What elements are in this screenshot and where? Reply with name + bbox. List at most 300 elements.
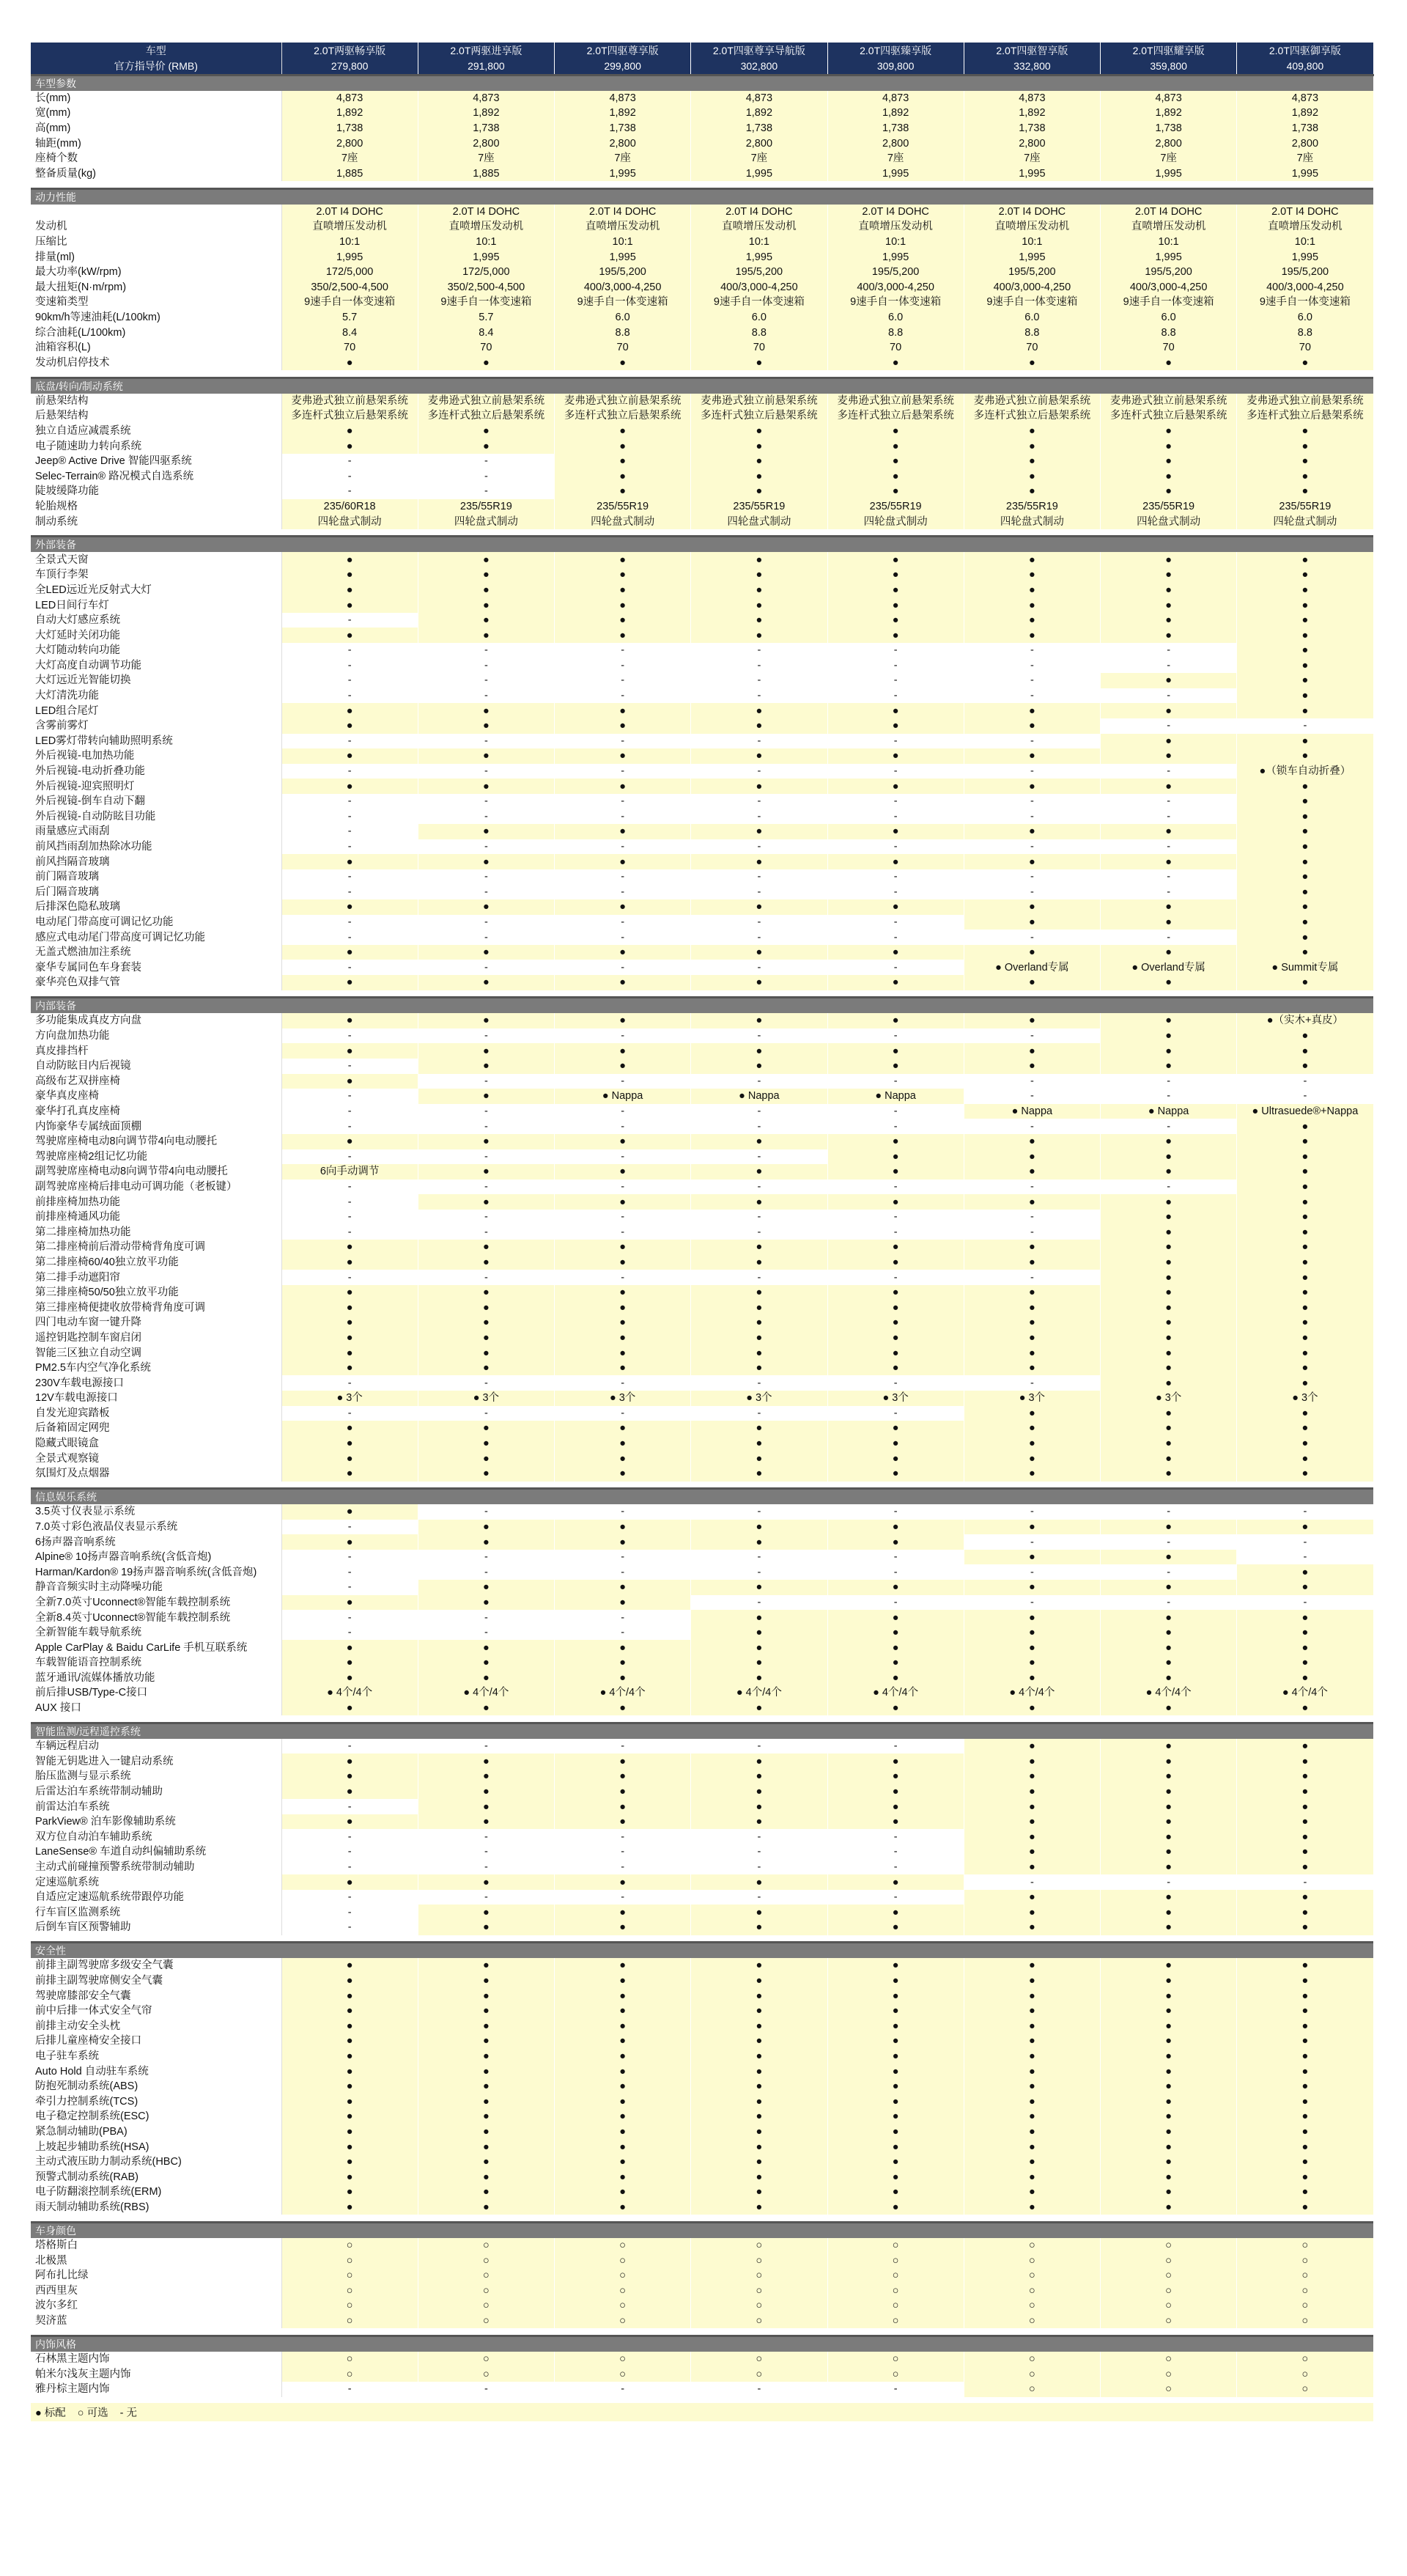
cell-value: - xyxy=(281,1610,418,1625)
table-row xyxy=(31,1504,1373,1520)
table-row xyxy=(31,280,1373,295)
cell-value: ● xyxy=(827,703,964,718)
row-label: 智能三区独立自动空调 xyxy=(31,1345,281,1361)
cell-value: ● xyxy=(1237,1331,1373,1346)
cell-value: 多连杆式独立后悬架系统 xyxy=(1237,408,1373,424)
cell-value: ● xyxy=(827,1988,964,2003)
cell-value: ● xyxy=(281,1240,418,1255)
cell-value: ● xyxy=(555,2094,691,2109)
cell-value: 四轮盘式制动 xyxy=(418,514,554,529)
cell-value: ● xyxy=(1237,628,1373,643)
cell-value: ● xyxy=(1237,1180,1373,1195)
cell-value: ● xyxy=(281,1784,418,1800)
cell-value: ● xyxy=(964,552,1100,567)
cell-value: ● xyxy=(964,1844,1100,1860)
cell-value: ● xyxy=(418,1988,554,2003)
row-label: 全景式天窗 xyxy=(31,552,281,567)
cell-value: 235/60R18 xyxy=(281,499,418,515)
cell-value: 70 xyxy=(1237,340,1373,356)
cell-value: 直喷增压发动机 xyxy=(1101,219,1237,235)
cell-value: ● xyxy=(827,1466,964,1482)
row-label: 后排深色隐私玻璃 xyxy=(31,899,281,915)
cell-value: ● xyxy=(1237,975,1373,990)
table-row xyxy=(31,1028,1373,1044)
table-row xyxy=(31,2154,1373,2170)
cell-value: 麦弗逊式独立前悬架系统 xyxy=(418,394,554,409)
row-label: 整备质量(kg) xyxy=(31,166,281,181)
cell-value: ● xyxy=(1237,1829,1373,1844)
cell-value: ● xyxy=(418,2169,554,2185)
cell-value: 1,892 xyxy=(1237,106,1373,121)
row-label: 定速巡航系统 xyxy=(31,1874,281,1890)
cell-value: - xyxy=(964,1074,1100,1089)
cell-value: - xyxy=(281,688,418,704)
row-label: 大灯清洗功能 xyxy=(31,688,281,704)
cell-value: ● xyxy=(691,1043,827,1059)
cell-value: ● xyxy=(964,1890,1100,1905)
table-row xyxy=(31,469,1373,485)
cell-value: ● 4个/4个 xyxy=(555,1685,691,1701)
cell-value: ● xyxy=(691,1164,827,1180)
cell-value: ● xyxy=(1101,1300,1237,1315)
cell-value: ● xyxy=(1101,1451,1237,1466)
cell-value: ● xyxy=(1237,484,1373,499)
cell-value: ● Nappa xyxy=(555,1089,691,1104)
cell-value: 5.7 xyxy=(281,310,418,325)
section-header xyxy=(31,1943,1373,1959)
cell-value: 多连杆式独立后悬架系统 xyxy=(281,408,418,424)
table-row xyxy=(31,628,1373,643)
table-row xyxy=(31,1331,1373,1346)
cell-value: ● xyxy=(827,1874,964,1890)
cell-value: ● xyxy=(1237,779,1373,794)
cell-value: - xyxy=(691,1224,827,1240)
cell-value: ○ xyxy=(964,2253,1100,2268)
section-title: 信息娱乐系统 xyxy=(31,1489,1373,1505)
cell-value: 7座 xyxy=(964,151,1100,166)
cell-value: ○ xyxy=(691,2268,827,2284)
cell-value: ● xyxy=(691,1534,827,1550)
cell-value: ● xyxy=(1101,1769,1237,1784)
cell-value: 直喷增压发动机 xyxy=(418,219,554,235)
cell-value: - xyxy=(827,1104,964,1119)
row-label: AUX 接口 xyxy=(31,1701,281,1716)
row-label: 雨天制动辅助系统(RBS) xyxy=(31,2200,281,2215)
table-row xyxy=(31,1595,1373,1611)
cell-value: ● xyxy=(1101,2169,1237,2185)
cell-value: 8.8 xyxy=(555,325,691,340)
cell-value: 1,995 xyxy=(1101,166,1237,181)
cell-value: ○ xyxy=(555,2253,691,2268)
cell-value: ● xyxy=(281,1300,418,1315)
cell-value: - xyxy=(1237,1595,1373,1611)
cell-value: 1,995 xyxy=(964,249,1100,265)
cell-value: ● xyxy=(1101,1210,1237,1225)
cell-value: - xyxy=(691,1550,827,1565)
table-row xyxy=(31,265,1373,280)
cell-value: - xyxy=(827,688,964,704)
row-label: 预警式制动系统(RAB) xyxy=(31,2169,281,2185)
cell-value: ● xyxy=(1237,1255,1373,1270)
cell-value: ● xyxy=(964,1610,1100,1625)
table-row xyxy=(31,2003,1373,2019)
cell-value: - xyxy=(691,930,827,945)
table-row xyxy=(31,2238,1373,2253)
cell-value: - xyxy=(555,1074,691,1089)
model-name: 2.0T四驱智享版 xyxy=(964,43,1100,59)
cell-value: ● xyxy=(555,2154,691,2170)
table-row xyxy=(31,1345,1373,1361)
cell-value: ● xyxy=(281,854,418,869)
cell-value: ○ xyxy=(964,2268,1100,2284)
cell-value: ● xyxy=(1237,1134,1373,1149)
cell-value: - xyxy=(1101,1874,1237,1890)
cell-value: ● xyxy=(1101,1625,1237,1641)
cell-value: ○ xyxy=(1101,2238,1237,2253)
cell-value: 多连杆式独立后悬架系统 xyxy=(1101,408,1237,424)
cell-value: ● 3个 xyxy=(964,1391,1100,1406)
cell-value: ● xyxy=(1237,2154,1373,2170)
cell-value: ● xyxy=(1237,1375,1373,1391)
cell-value: ● xyxy=(555,2034,691,2049)
cell-value: ● xyxy=(691,2169,827,2185)
cell-value: ● xyxy=(555,1534,691,1550)
cell-value: ● xyxy=(1101,824,1237,839)
table-row xyxy=(31,2079,1373,2094)
cell-value: 1,738 xyxy=(418,121,554,136)
cell-value: ● xyxy=(555,1331,691,1346)
cell-value: 4,873 xyxy=(691,91,827,106)
cell-value: 10:1 xyxy=(281,235,418,250)
cell-value: ● xyxy=(418,2049,554,2064)
cell-value: ● xyxy=(418,2185,554,2200)
cell-value: ● xyxy=(418,1799,554,1814)
table-row xyxy=(31,235,1373,250)
cell-value: ● xyxy=(1237,2094,1373,2109)
cell-value: ● xyxy=(418,945,554,960)
row-label: 氛围灯及点烟器 xyxy=(31,1466,281,1482)
cell-value: ● xyxy=(555,583,691,598)
cell-value: - xyxy=(281,1844,418,1860)
cell-value: ● xyxy=(281,1640,418,1655)
row-label: LED日间行车灯 xyxy=(31,597,281,613)
table-row xyxy=(31,249,1373,265)
cell-value: - xyxy=(964,1224,1100,1240)
cell-value: 70 xyxy=(1101,340,1237,356)
cell-value: ● xyxy=(1101,2154,1237,2170)
cell-value: ○ xyxy=(691,2283,827,2298)
row-label: 最大扭矩(N·m/rpm) xyxy=(31,280,281,295)
cell-value: 350/2,500-4,500 xyxy=(418,280,554,295)
cell-value: ● xyxy=(691,2200,827,2215)
cell-value: - xyxy=(555,960,691,975)
row-label: 座椅个数 xyxy=(31,151,281,166)
model-price: 359,800 xyxy=(1101,59,1237,75)
cell-value: ● xyxy=(1237,703,1373,718)
row-label: 后雷达泊车系统带制动辅助 xyxy=(31,1784,281,1800)
cell-value: ● xyxy=(1237,1059,1373,1074)
cell-value: ● xyxy=(1101,1829,1237,1844)
cell-value: - xyxy=(691,1829,827,1844)
cell-value: ● xyxy=(555,1753,691,1769)
cell-value: 1,995 xyxy=(555,166,691,181)
cell-value: - xyxy=(1237,1089,1373,1104)
cell-value: ● xyxy=(1101,1905,1237,1920)
cell-value: ● xyxy=(555,1701,691,1716)
cell-value: ● xyxy=(827,854,964,869)
cell-value: ● xyxy=(964,469,1100,485)
table-row xyxy=(31,1739,1373,1754)
cell-value: 四轮盘式制动 xyxy=(555,514,691,529)
cell-value: ● xyxy=(691,1671,827,1686)
cell-value: - xyxy=(418,2382,554,2397)
cell-value: ● xyxy=(418,597,554,613)
cell-value: 2,800 xyxy=(281,136,418,151)
row-label: 全新8.4英寸Uconnect®智能车载控制系统 xyxy=(31,1610,281,1625)
cell-value: 麦弗逊式独立前悬架系统 xyxy=(1237,394,1373,409)
cell-value: ● xyxy=(827,1149,964,1165)
model-name: 2.0T四驱尊享导航版 xyxy=(691,43,827,59)
cell-value: ● xyxy=(827,2003,964,2019)
cell-value: ● xyxy=(1237,885,1373,900)
row-label: 宽(mm) xyxy=(31,106,281,121)
cell-value: ● xyxy=(691,2139,827,2154)
table-row xyxy=(31,295,1373,310)
cell-value: ● xyxy=(418,1013,554,1028)
legend-optional: ○ 可选 xyxy=(77,2407,108,2419)
cell-value: ○ xyxy=(281,2283,418,2298)
cell-value: - xyxy=(418,484,554,499)
cell-value: ● xyxy=(281,779,418,794)
row-label: 上坡起步辅助系统(HSA) xyxy=(31,2139,281,2154)
cell-value: - xyxy=(827,1739,964,1754)
cell-value: ● xyxy=(281,2124,418,2140)
table-row xyxy=(31,1210,1373,1225)
cell-value: - xyxy=(281,673,418,688)
cell-value: ● xyxy=(1237,613,1373,628)
cell-value: - xyxy=(827,1406,964,1421)
table-row xyxy=(31,734,1373,749)
cell-value: - xyxy=(691,658,827,674)
cell-value: ● 3个 xyxy=(555,1391,691,1406)
cell-value: - xyxy=(691,1210,827,1225)
cell-value: - xyxy=(691,1844,827,1860)
cell-value: 1,995 xyxy=(691,166,827,181)
section-header xyxy=(31,1489,1373,1505)
cell-value: - xyxy=(691,885,827,900)
cell-value: 4,873 xyxy=(964,91,1100,106)
cell-value: 400/3,000-4,250 xyxy=(964,280,1100,295)
cell-value: ● xyxy=(281,424,418,439)
cell-value: ● xyxy=(555,2109,691,2124)
spec-body xyxy=(31,75,1373,2397)
cell-value: ● xyxy=(1237,552,1373,567)
row-label: 第二排座椅加热功能 xyxy=(31,1224,281,1240)
cell-value: - xyxy=(691,809,827,825)
cell-value: ● 4个/4个 xyxy=(418,1685,554,1701)
cell-value: ● xyxy=(555,356,691,371)
cell-value: ● xyxy=(827,2079,964,2094)
cell-value: ● xyxy=(1101,1406,1237,1421)
cell-value: ● xyxy=(1237,1905,1373,1920)
cell-value: ○ xyxy=(1237,2253,1373,2268)
cell-value: ● xyxy=(964,1829,1100,1844)
cell-value: ● xyxy=(1237,658,1373,674)
cell-value: ● xyxy=(1237,1466,1373,1482)
cell-value: - xyxy=(827,1550,964,1565)
table-row xyxy=(31,945,1373,960)
cell-value: ● xyxy=(964,779,1100,794)
cell-value: ● xyxy=(691,899,827,915)
cell-value: 1,738 xyxy=(964,121,1100,136)
cell-value: ● xyxy=(827,597,964,613)
table-row xyxy=(31,1860,1373,1875)
cell-value: - xyxy=(418,454,554,469)
cell-value: ● xyxy=(964,2200,1100,2215)
table-row xyxy=(31,1074,1373,1089)
cell-value: ● xyxy=(827,1451,964,1466)
cell-value: - xyxy=(281,1580,418,1595)
cell-value: ● xyxy=(964,899,1100,915)
cell-value: ● xyxy=(1101,1285,1237,1300)
cell-value: ● xyxy=(827,1059,964,1074)
cell-value: 7座 xyxy=(555,151,691,166)
cell-value: ● xyxy=(555,1255,691,1270)
model-name: 2.0T四驱御享版 xyxy=(1237,43,1373,59)
cell-value: ● xyxy=(964,1451,1100,1466)
cell-value: ● xyxy=(1237,1860,1373,1875)
cell-value: ○ xyxy=(555,2314,691,2329)
cell-value: 4,873 xyxy=(555,91,691,106)
cell-value: ● xyxy=(1101,2034,1237,2049)
cell-value: 350/2,500-4,500 xyxy=(281,280,418,295)
cell-value: ● xyxy=(964,1920,1100,1935)
cell-value: - xyxy=(281,469,418,485)
cell-value: ○ xyxy=(964,2352,1100,2367)
cell-value: ● xyxy=(691,1769,827,1784)
section-header xyxy=(31,2222,1373,2238)
cell-value: ● xyxy=(555,2018,691,2034)
cell-value: ● xyxy=(1237,438,1373,454)
cell-value: - xyxy=(827,1210,964,1225)
cell-value: ● xyxy=(691,1421,827,1436)
cell-value: ● xyxy=(827,484,964,499)
row-label: 全LED远近光反射式大灯 xyxy=(31,583,281,598)
cell-value: ● xyxy=(691,484,827,499)
row-label: PM2.5车内空气净化系统 xyxy=(31,1361,281,1376)
cell-value: 2.0T I4 DOHC xyxy=(555,205,691,220)
cell-value: ● xyxy=(691,1753,827,1769)
cell-value: - xyxy=(827,764,964,779)
cell-value: ● xyxy=(281,1043,418,1059)
cell-value: - xyxy=(827,960,964,975)
table-row xyxy=(31,2049,1373,2064)
cell-value: ● 4个/4个 xyxy=(964,1685,1100,1701)
cell-value: ● xyxy=(827,1194,964,1210)
row-label: 遥控钥匙控制车窗启闭 xyxy=(31,1331,281,1346)
cell-value: ● xyxy=(281,1504,418,1520)
table-row xyxy=(31,2366,1373,2382)
row-label: 自发光迎宾踏板 xyxy=(31,1406,281,1421)
cell-value: ● xyxy=(418,2034,554,2049)
row-label: 第三排座椅50/50独立放平功能 xyxy=(31,1285,281,1300)
cell-value: - xyxy=(418,960,554,975)
cell-value: - xyxy=(418,1564,554,1580)
cell-value: ● xyxy=(555,1905,691,1920)
cell-value: ● xyxy=(691,1451,827,1466)
row-label: 帕米尔浅灰主题内饰 xyxy=(31,2366,281,2382)
cell-value: ● xyxy=(691,2018,827,2034)
cell-value: 四轮盘式制动 xyxy=(964,514,1100,529)
cell-value: - xyxy=(964,734,1100,749)
cell-value: - xyxy=(418,869,554,885)
cell-value: ● xyxy=(1237,1421,1373,1436)
cell-value: ● xyxy=(691,424,827,439)
model-price: 309,800 xyxy=(827,59,964,75)
cell-value: ● xyxy=(555,424,691,439)
row-label: 外后视镜-迎宾照明灯 xyxy=(31,779,281,794)
row-label: 隐藏式眼镜盒 xyxy=(31,1436,281,1451)
table-row xyxy=(31,1685,1373,1701)
table-row xyxy=(31,325,1373,340)
cell-value: ● xyxy=(418,1331,554,1346)
cell-value: 麦弗逊式独立前悬架系统 xyxy=(1101,394,1237,409)
cell-value: ● xyxy=(964,484,1100,499)
cell-value: ● xyxy=(418,1240,554,1255)
cell-value: ● xyxy=(1101,1043,1237,1059)
cell-value: ● xyxy=(1237,839,1373,855)
row-label: Alpine® 10扬声器音响系统(含低音炮) xyxy=(31,1550,281,1565)
row-label: 前排座椅加热功能 xyxy=(31,1194,281,1210)
cell-value: - xyxy=(1237,718,1373,734)
cell-value: - xyxy=(555,688,691,704)
cell-value: ● xyxy=(555,1194,691,1210)
cell-value: ● xyxy=(827,1769,964,1784)
cell-value: 2,800 xyxy=(691,136,827,151)
cell-value: ● xyxy=(555,597,691,613)
cell-value: - xyxy=(281,1194,418,1210)
cell-value: 四轮盘式制动 xyxy=(281,514,418,529)
table-row xyxy=(31,340,1373,356)
cell-value: - xyxy=(964,1504,1100,1520)
cell-value: ○ xyxy=(964,2298,1100,2314)
cell-value: ● xyxy=(964,438,1100,454)
table-row xyxy=(31,824,1373,839)
table-row xyxy=(31,960,1373,975)
cell-value: - xyxy=(418,1074,554,1089)
cell-value: ● xyxy=(964,1520,1100,1535)
row-label: 车载智能语音控制系统 xyxy=(31,1655,281,1671)
cell-value: ○ xyxy=(827,2298,964,2314)
cell-value: - xyxy=(555,1210,691,1225)
cell-value: - xyxy=(418,1625,554,1641)
table-row xyxy=(31,643,1373,658)
cell-value: ● xyxy=(964,1149,1100,1165)
table-row xyxy=(31,552,1373,567)
cell-value: 1,995 xyxy=(418,249,554,265)
cell-value: ● xyxy=(1101,2049,1237,2064)
cell-value: ● xyxy=(418,1753,554,1769)
cell-value: ● xyxy=(1101,1421,1237,1436)
table-row xyxy=(31,839,1373,855)
cell-value: ● xyxy=(418,779,554,794)
cell-value: ● xyxy=(827,1640,964,1655)
cell-value: 6.0 xyxy=(555,310,691,325)
cell-value: - xyxy=(691,839,827,855)
cell-value: 235/55R19 xyxy=(691,499,827,515)
cell-value: ○ xyxy=(691,2366,827,2382)
cell-value: ● xyxy=(1101,703,1237,718)
